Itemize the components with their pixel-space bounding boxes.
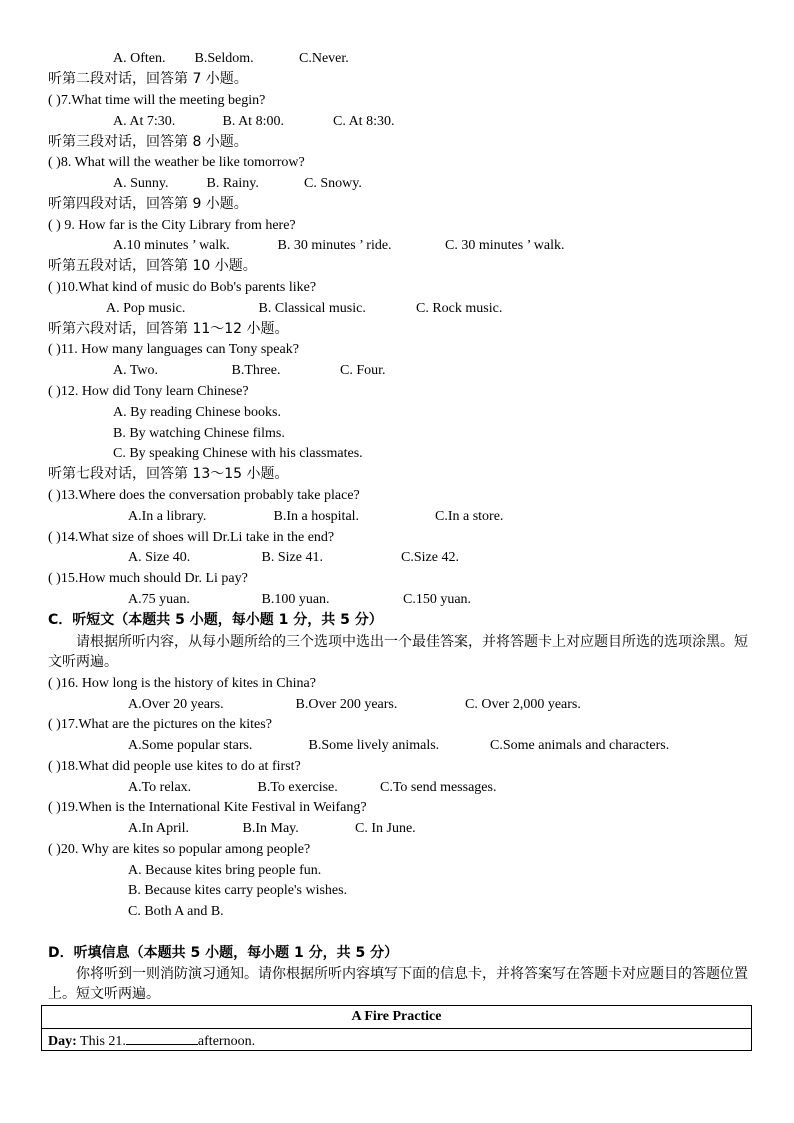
- q12-stem: ( )12. How did Tony learn Chinese?: [48, 384, 249, 399]
- q9-option-c[interactable]: C. 30 minutes ’ walk.: [445, 238, 565, 253]
- q6-option-c[interactable]: C.Never.: [299, 51, 349, 66]
- section-c-heading: C．听短文（本题共 5 小题，每小题 1 分，共 5 分）: [48, 612, 383, 628]
- q18-option-b[interactable]: B.To exercise.: [257, 780, 338, 795]
- q8-options: [113, 175, 362, 193]
- answer-blank-21[interactable]: [126, 1031, 198, 1045]
- q19-option-b[interactable]: B.In May.: [242, 821, 299, 836]
- q7-option-c[interactable]: C. At 8:30.: [333, 114, 395, 129]
- q8-option-a[interactable]: A. Sunny.: [113, 176, 169, 191]
- q16-stem: ( )16. How long is the history of kites in China?: [48, 676, 316, 691]
- q15-option-a[interactable]: A.75 yuan.: [128, 592, 190, 607]
- q11-option-b[interactable]: B.Three.: [231, 363, 281, 378]
- q11-option-a[interactable]: A. Two.: [113, 363, 159, 378]
- q17-options: [128, 737, 669, 755]
- q19-option-c[interactable]: C. In June.: [355, 821, 416, 836]
- q10-stem: ( )10.What kind of music do Bob's parents like?: [48, 280, 317, 295]
- q13-stem: ( )13.Where does the conversation probably take place?: [48, 488, 360, 503]
- q15-option-c[interactable]: C.150 yuan.: [403, 592, 472, 607]
- q8-option-c[interactable]: C. Snowy.: [304, 176, 362, 191]
- q6-options: [113, 50, 349, 68]
- q13-option-c[interactable]: C.In a store.: [435, 509, 504, 524]
- q10-option-a[interactable]: A. Pop music.: [106, 301, 186, 316]
- section-c-instruction: 请根据所听内容，从每小题所给的三个选项中选出一个最佳答案，并将答题卡上对应题目所选的选项涂黑。短文听两遍。: [48, 634, 748, 670]
- q9-stem: ( ) 9. How far is the City Library from here?: [48, 218, 296, 233]
- q18-options: [128, 779, 496, 797]
- q10-option-c[interactable]: C. Rock music.: [416, 301, 503, 316]
- q17-option-a[interactable]: A.Some popular stars.: [128, 738, 253, 753]
- q17-option-b[interactable]: B.Some lively animals.: [308, 738, 440, 753]
- dialog-3-heading: 听第三段对话，回答第 8 小题。: [48, 134, 248, 150]
- q19-stem: ( )19.When is the International Kite Festival in Weifang?: [48, 800, 367, 815]
- q16-option-c[interactable]: C. Over 2,000 years.: [465, 697, 581, 712]
- q11-stem: ( )11. How many languages can Tony speak?: [48, 342, 299, 357]
- q20-stem: ( )20. Why are kites so popular among people?: [48, 842, 311, 857]
- q15-option-b[interactable]: B.100 yuan.: [261, 592, 330, 607]
- q20-option-b[interactable]: B. Because kites carry people's wishes.: [128, 883, 348, 898]
- q17-option-c[interactable]: C.Some animals and characters.: [490, 738, 670, 753]
- q20-option-a[interactable]: A. Because kites bring people fun.: [128, 863, 322, 878]
- q10-options: [106, 300, 502, 318]
- q7-stem: ( )7.What time will the meeting begin?: [48, 93, 266, 108]
- q6-option-a[interactable]: A. Often.: [113, 51, 166, 66]
- q9-option-a[interactable]: A.10 minutes ’ walk.: [113, 238, 230, 253]
- q11-option-c[interactable]: C. Four.: [340, 363, 386, 378]
- dialog-7-heading: 听第七段对话，回答第 13～15 小题。: [48, 466, 289, 482]
- q7-option-a[interactable]: A. At 7:30.: [113, 114, 176, 129]
- q16-options: [128, 696, 581, 714]
- q14-option-c[interactable]: C.Size 42.: [401, 550, 459, 565]
- dialog-6-heading: 听第六段对话，回答第 11～12 小题。: [48, 321, 289, 337]
- q18-option-c[interactable]: C.To send messages.: [380, 780, 497, 795]
- day-label: Day:: [48, 1034, 77, 1049]
- q14-options: [128, 549, 459, 567]
- section-d-heading: D．听填信息（本题共 5 小题，每小题 1 分，共 5 分）: [48, 945, 399, 961]
- q19-options: [128, 820, 416, 838]
- info-card-title: A Fire Practice: [351, 1009, 442, 1024]
- q13-options: [128, 508, 503, 526]
- dialog-2-heading: 听第二段对话，回答第 7 小题。: [48, 71, 248, 87]
- q8-stem: ( )8. What will the weather be like tomorrow?: [48, 155, 305, 170]
- q14-option-a[interactable]: A. Size 40.: [128, 550, 191, 565]
- q17-stem: ( )17.What are the pictures on the kites?: [48, 717, 272, 732]
- dialog-4-heading: 听第四段对话，回答第 9 小题。: [48, 196, 248, 212]
- q8-option-b[interactable]: B. Rainy.: [206, 176, 259, 191]
- q19-option-a[interactable]: A.In April.: [128, 821, 190, 836]
- q15-options: [128, 591, 471, 609]
- info-card: [41, 1005, 752, 1051]
- q11-options: [113, 362, 386, 380]
- q9-options: [113, 237, 565, 255]
- q10-option-b[interactable]: B. Classical music.: [258, 301, 366, 316]
- q18-option-a[interactable]: A.To relax.: [128, 780, 192, 795]
- q7-options: [113, 113, 394, 131]
- q6-option-b[interactable]: B.Seldom.: [194, 51, 254, 66]
- info-card-divider: [42, 1028, 751, 1029]
- day-suffix: afternoon.: [197, 1034, 256, 1049]
- q16-option-b[interactable]: B.Over 200 years.: [295, 697, 398, 712]
- day-prefix: This 21.: [76, 1034, 126, 1049]
- q14-stem: ( )14.What size of shoes will Dr.Li take in the end?: [48, 530, 335, 545]
- dialog-5-heading: 听第五段对话，回答第 10 小题。: [48, 258, 257, 274]
- q18-stem: ( )18.What did people use kites to do at first?: [48, 759, 301, 774]
- q20-option-c[interactable]: C. Both A and B.: [128, 904, 224, 919]
- q12-option-b[interactable]: B. By watching Chinese films.: [113, 426, 285, 441]
- q9-option-b[interactable]: B. 30 minutes ’ ride.: [277, 238, 392, 253]
- q14-option-b[interactable]: B. Size 41.: [261, 550, 323, 565]
- section-d-instruction: 你将听到一则消防演习通知。请你根据所听内容填写下面的信息卡，并将答案写在答题卡对应题目的答题位置上。短文听两遍。: [48, 966, 748, 1002]
- q7-option-b[interactable]: B. At 8:00.: [222, 114, 284, 129]
- q13-option-a[interactable]: A.In a library.: [128, 509, 207, 524]
- q15-stem: ( )15.How much should Dr. Li pay?: [48, 571, 248, 586]
- q13-option-b[interactable]: B.In a hospital.: [273, 509, 360, 524]
- q12-option-c[interactable]: C. By speaking Chinese with his classmates.: [113, 446, 363, 461]
- info-card-day-row: [48, 1031, 255, 1051]
- q12-option-a[interactable]: A. By reading Chinese books.: [113, 405, 281, 420]
- q16-option-a[interactable]: A.Over 20 years.: [128, 697, 224, 712]
